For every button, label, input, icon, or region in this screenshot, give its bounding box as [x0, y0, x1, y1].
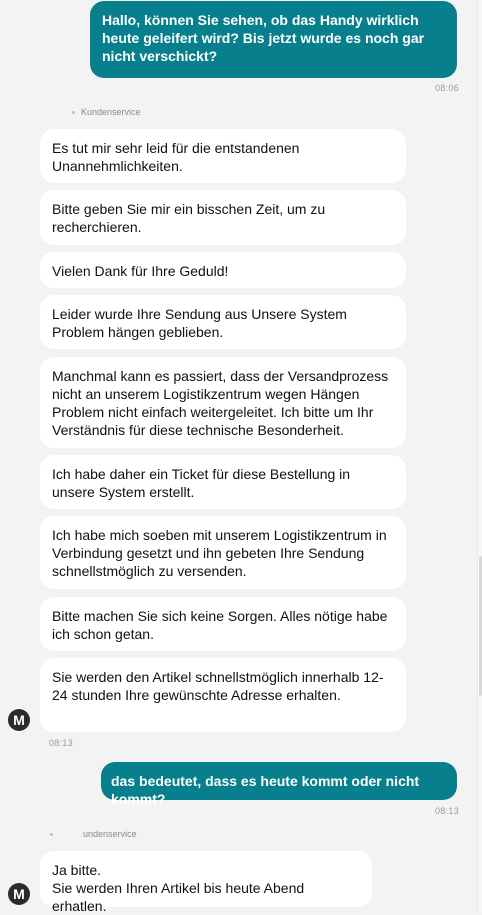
agent-message-text: Ja bitte. Sie werden Ihren Artikel bis heute Abend erhatlen. [52, 862, 305, 914]
agent-indicator-icon [72, 111, 75, 114]
agent-message-text: Ich habe mich soeben mit unserem Logistikzentrum in Verbindung gesetzt und ihn gebeten Ihre Sendung schnellstmöglich zu versenden. [52, 527, 387, 579]
user-message-bubble [90, 1, 457, 78]
agent-name-text: undenservice [83, 829, 137, 839]
agent-message-text: Es tut mir sehr leid für die entstandenen Unannehmlichkeiten. [52, 140, 300, 174]
agent-message-bubble [40, 252, 406, 288]
agent-message-bubble [40, 129, 406, 183]
agent-message-bubble [40, 295, 406, 349]
agent-message-bubble [40, 455, 406, 509]
agent-message-text: Leider wurde Ihre Sendung aus Unsere System Problem hängen geblieben. [52, 306, 347, 340]
window-edge [477, 0, 482, 912]
agent-name-text: Kundenservice [81, 107, 141, 117]
agent-message-text: Manchmal kann es passiert, dass der Versandprozess nicht an unserem Logistikzentrum wegen Hängen Problem nicht einfach weitergeleitet. Ich bitte um Ihr Verständnis für diese technische Besonderheit. [52, 368, 389, 438]
agent-message-text: Vielen Dank für Ihre Geduld! [52, 263, 229, 279]
message-timestamp: 08:13 [435, 806, 460, 816]
agent-message-text: Sie werden den Artikel schnellstmöglich innerhalb 12-24 stunden Ihre gewünschte Adresse erhalten. [52, 669, 384, 703]
avatar: M [8, 883, 30, 905]
agent-name-label [72, 107, 141, 117]
message-timestamp: 08:13 [49, 738, 74, 748]
agent-message-bubble [40, 357, 406, 448]
agent-message-text: Bitte geben Sie mir ein bisschen Zeit, um zu recherchieren. [52, 201, 326, 235]
agent-name-label [50, 829, 137, 839]
message-timestamp: 08:06 [435, 83, 460, 93]
agent-indicator-icon [50, 833, 53, 836]
agent-message-bubble [40, 190, 406, 245]
agent-message-bubble [40, 851, 372, 914]
agent-message-text: Bitte machen Sie sich keine Sorgen. Alles nötige habe ich schon getan. [52, 608, 388, 642]
agent-message-bubble [40, 658, 406, 732]
user-message-text: Hallo, können Sie sehen, ob das Handy wirklich heute geleifert wird? Bis jetzt wurde es noch gar nicht verschickt? [102, 12, 425, 64]
agent-message-text: Ich habe daher ein Ticket für diese Bestellung in unsere System erstellt. [52, 466, 351, 500]
user-message-text: das bedeutet, dass es heute kommt oder nicht kommt? [111, 773, 420, 807]
user-message-bubble [101, 762, 457, 807]
agent-message-bubble [40, 597, 406, 651]
agent-message-bubble [40, 516, 406, 589]
avatar: M [8, 709, 30, 731]
